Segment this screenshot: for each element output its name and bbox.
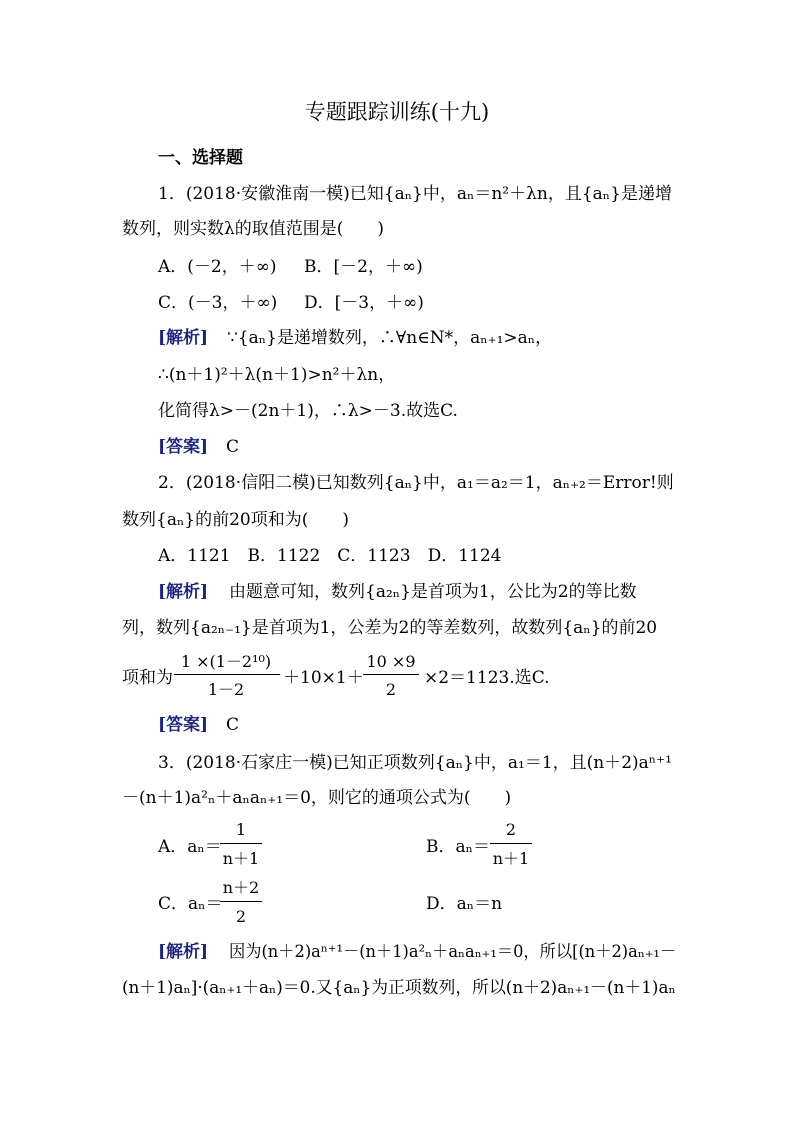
q3-solution-line2: (n＋1)aₙ]·(aₙ₊₁＋aₙ)＝0.又{aₙ}为正项数列，所以(n＋2)aₙ₊₁－(n＋1)aₙ [122, 978, 676, 998]
q3-option-a-bar [220, 843, 262, 844]
q2-answer: C [226, 715, 240, 735]
section-heading: 一、选择题 [158, 148, 243, 168]
q2-fraction1-denominator: 1－2 [207, 680, 245, 699]
q1-stem-line1: 1．(2018·安徽淮南一模)已知{aₙ}中，aₙ＝n²＋λn，且{aₙ}是递增 [158, 184, 672, 204]
q1-option-b: B．[－2，＋∞) [304, 257, 423, 277]
page-title: 专题跟踪训练(十九) [304, 100, 490, 124]
q3-stem-line1: 3．(2018·石家庄一模)已知正项数列{aₙ}中，a₁＝1，且(n＋2)aⁿ⁺¹ [158, 753, 672, 773]
q3-option-a-denominator: n＋1 [222, 849, 260, 868]
q2-sum-middle: ＋10×1＋ [283, 668, 364, 688]
q1-stem-line2: 数列，则实数λ的取值范围是( ) [122, 219, 385, 239]
q1-option-c: C．(－3，＋∞) [158, 293, 278, 313]
q2-fraction1-bar [174, 674, 280, 675]
q2-answer-tag: [答案] [158, 715, 209, 735]
q3-option-c-numerator: n＋2 [222, 878, 260, 897]
q3-option-b-numerator: 2 [505, 820, 517, 839]
q2-stem-line2: 数列{aₙ}的前20项和为( ) [122, 510, 350, 530]
q3-option-d: D．aₙ＝n [426, 894, 503, 914]
q3-option-c-label: C．aₙ＝ [158, 894, 223, 914]
q3-option-b-denominator: n＋1 [492, 849, 530, 868]
q2-solution-line2: 列，数列{a₂ₙ₋₁}是首项为1，公差为2的等差数列，故数列{aₙ}的前20 [122, 618, 658, 638]
q3-solution-tag: [解析] [158, 942, 209, 962]
q1-answer: C [226, 437, 240, 457]
q3-option-c-denominator: 2 [235, 907, 247, 926]
q3-solution-line1: 因为(n＋2)aⁿ⁺¹－(n＋1)a²ₙ＋aₙaₙ₊₁＝0，所以[(n＋2)aₙ₊₁－ [229, 942, 677, 962]
q1-option-a: A．(－2，＋∞) [158, 257, 277, 277]
q2-fraction2-bar [363, 674, 419, 675]
q2-options: A．1121 B．1122 C．1123 D．1124 [158, 546, 502, 566]
q3-option-b-label: B．aₙ＝ [426, 837, 490, 857]
q2-solution-tag: [解析] [158, 582, 209, 602]
q2-fraction2-denominator: 2 [385, 680, 397, 699]
q1-solution-line1: ∵{aₙ}是递增数列，∴∀n∈N*，aₙ₊₁>aₙ， [227, 328, 553, 348]
q2-sum-suffix: ×2＝1123.选C. [424, 668, 550, 688]
q3-option-a-label: A．aₙ＝ [158, 837, 222, 857]
q3-option-c-bar [220, 901, 262, 902]
q2-fraction2-numerator: 10 ×9 [366, 652, 416, 671]
q1-option-d: D．[－3，＋∞) [304, 293, 424, 313]
q2-fraction1-numerator: 1 ×(1－2¹⁰) [180, 652, 272, 671]
q2-stem-line1: 2．(2018·信阳二模)已知数列{aₙ}中，a₁＝a₂＝1，aₙ₊₂＝Error!则 [158, 473, 674, 493]
q1-solution-line3: 化简得λ>－(2n＋1)，∴λ>－3.故选C. [158, 401, 458, 421]
q3-stem-line2: －(n＋1)a²ₙ＋aₙaₙ₊₁＝0，则它的通项公式为( ) [122, 788, 512, 808]
q1-answer-tag: [答案] [158, 437, 209, 457]
q3-option-b-bar [490, 843, 532, 844]
q2-sum-prefix: 项和为 [122, 668, 173, 688]
q1-solution-tag: [解析] [158, 328, 209, 348]
q2-solution-line1: 由题意可知，数列{a₂ₙ}是首项为1，公比为2的等比数 [229, 582, 637, 602]
q1-solution-line2: ∴(n＋1)²＋λ(n＋1)>n²＋λn， [158, 365, 396, 385]
q3-option-a-numerator: 1 [235, 820, 247, 839]
